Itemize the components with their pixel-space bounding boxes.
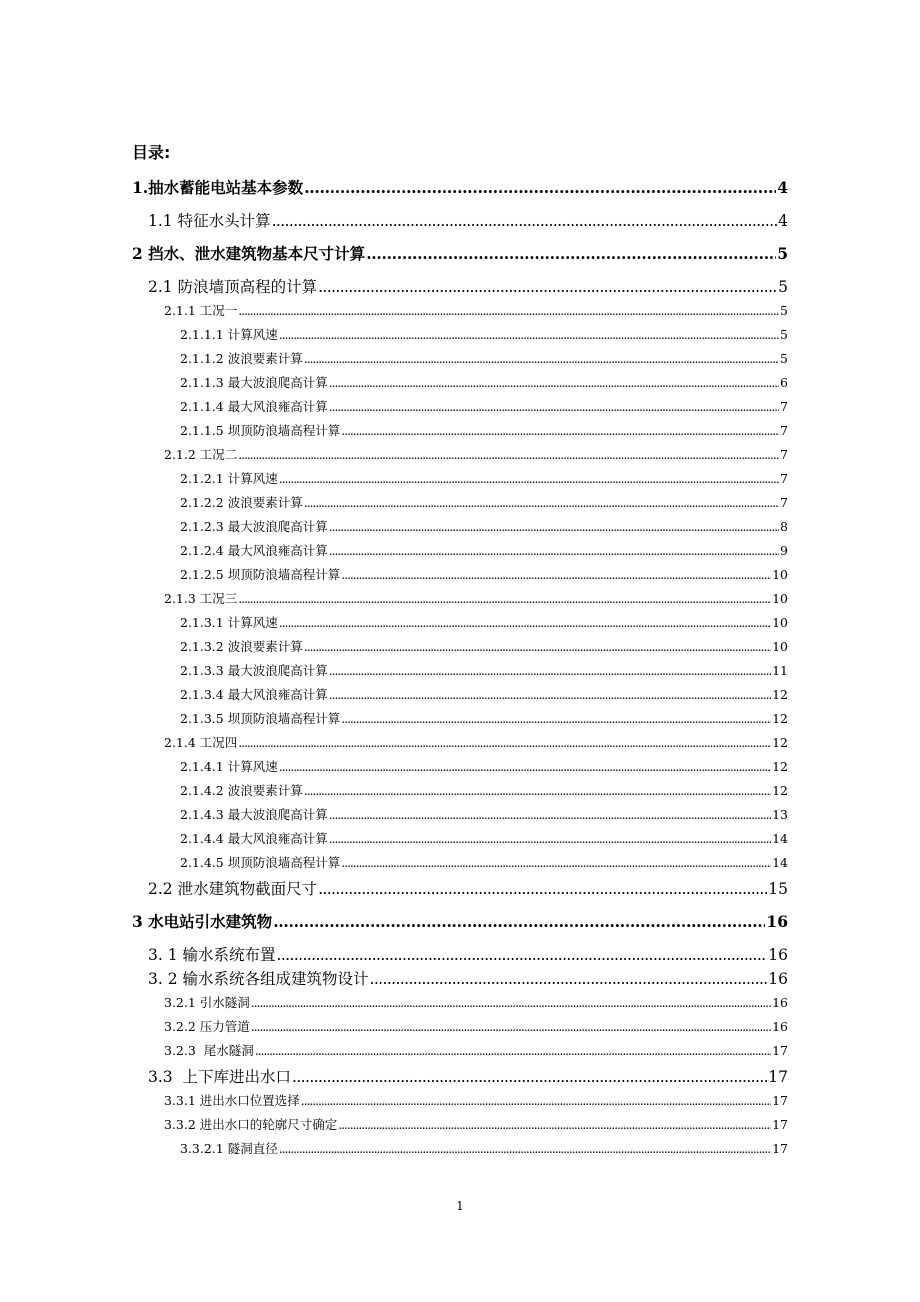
toc-entry-3-2-2[interactable] <box>164 1018 788 1036</box>
dot-leader <box>329 398 779 416</box>
toc-entry-page: 16 <box>772 995 788 1010</box>
toc-entry-label: 2.1.2.4 最大风浪雍高计算 <box>180 543 328 558</box>
toc-entry-2-1-1-5[interactable] <box>180 422 788 440</box>
toc-entry-2-1-1-3[interactable] <box>180 374 788 392</box>
toc-entry-label: 1.抽水蓄能电站基本参数 <box>132 178 304 197</box>
toc-entry-page: 16 <box>768 970 788 988</box>
toc-entry-page: 17 <box>772 1043 788 1058</box>
toc-entry-label: 2.1.3 工况三 <box>164 591 238 606</box>
toc-entry-2-1-2-2[interactable] <box>180 494 788 512</box>
toc-entry-2-1-1[interactable] <box>164 302 788 320</box>
page-number: 1 <box>456 1199 464 1213</box>
toc-entry-page: 16 <box>768 946 788 964</box>
toc-entry-3-3-2-1[interactable] <box>180 1140 788 1158</box>
dot-leader <box>304 177 776 199</box>
toc-entry-label: 2.1.4.1 计算风速 <box>180 759 278 774</box>
toc-entry-label: 2.1.3.3 最大波浪爬高计算 <box>180 663 328 678</box>
dot-leader <box>329 542 779 560</box>
toc-entry-2-1-1-4[interactable] <box>180 398 788 416</box>
toc-entry-page: 8 <box>780 519 788 534</box>
toc-entry-page: 7 <box>780 399 788 414</box>
toc-entry-1[interactable] <box>132 177 788 199</box>
toc-entry-2-1-4-4[interactable] <box>180 830 788 848</box>
dot-leader <box>238 446 779 464</box>
toc-entry-2-1-4[interactable] <box>164 734 788 752</box>
toc-entry-label: 2.1.4 工况四 <box>164 735 238 750</box>
toc-entry-page: 17 <box>768 1068 788 1086</box>
toc-entry-page: 12 <box>772 759 788 774</box>
dot-leader <box>304 782 771 800</box>
toc-entry-label: 2.1.4.2 波浪要素计算 <box>180 783 303 798</box>
toc-entry-label: 2.1.1.1 计算风速 <box>180 327 278 342</box>
toc-entry-3-2[interactable] <box>148 968 788 990</box>
dot-leader <box>251 994 771 1012</box>
dot-leader <box>341 566 771 584</box>
dot-leader <box>279 470 779 488</box>
toc-entry-label: 2.1.4.4 最大风浪雍高计算 <box>180 831 328 846</box>
dot-leader <box>329 830 771 848</box>
dot-leader <box>304 350 779 368</box>
toc-entry-label: 2.1.2.5 坝顶防浪墙高程计算 <box>180 567 341 582</box>
toc-entry-page: 11 <box>772 663 788 678</box>
dot-leader <box>301 1092 771 1110</box>
dot-leader <box>370 968 768 990</box>
dot-leader <box>318 878 767 900</box>
toc-entry-label: 2.1.2.2 波浪要素计算 <box>180 495 303 510</box>
dot-leader <box>329 518 779 536</box>
toc-entry-page: 13 <box>772 807 788 822</box>
dot-leader <box>238 590 771 608</box>
toc-entry-page: 16 <box>772 1019 788 1034</box>
toc-entry-2-1-4-5[interactable] <box>180 854 788 872</box>
toc-entry-label: 2.1.1.5 坝顶防浪墙高程计算 <box>180 423 341 438</box>
toc-entry-2-1-4-3[interactable] <box>180 806 788 824</box>
toc-entry-page: 4 <box>778 212 788 230</box>
toc-title: 目录: <box>132 143 171 162</box>
toc-entry-label: 3. 1 输水系统布置 <box>148 946 276 964</box>
toc-entry-2-1-1-1[interactable] <box>180 326 788 344</box>
toc-entry-page: 10 <box>772 639 788 654</box>
toc-entry-page: 12 <box>772 687 788 702</box>
toc-entry-2-1-3-1[interactable] <box>180 614 788 632</box>
dot-leader <box>251 1018 771 1036</box>
dot-leader <box>329 374 779 392</box>
toc-entry-page: 10 <box>772 591 788 606</box>
toc-entry-label: 2.2 泄水建筑物截面尺寸 <box>148 880 318 898</box>
toc-entry-2-1-3-5[interactable] <box>180 710 788 728</box>
toc-entry-label: 2.1.2 工况二 <box>164 447 238 462</box>
dot-leader <box>341 422 779 440</box>
toc-entry-page: 12 <box>772 735 788 750</box>
dot-leader <box>304 638 771 656</box>
toc-entry-page: 12 <box>772 783 788 798</box>
dot-leader <box>272 210 778 232</box>
toc-entry-label: 2.1.1.2 波浪要素计算 <box>180 351 303 366</box>
toc-entry-page: 5 <box>780 327 788 342</box>
toc-entry-page: 7 <box>780 447 788 462</box>
toc-entry-3-2-1[interactable] <box>164 994 788 1012</box>
dot-leader <box>292 1066 767 1088</box>
toc-entry-2-1-2-3[interactable] <box>180 518 788 536</box>
toc-entry-2-1-4-1[interactable] <box>180 758 788 776</box>
toc-entry-label: 2.1.4.5 坝顶防浪墙高程计算 <box>180 855 341 870</box>
toc-entry-2-1-3-4[interactable] <box>180 686 788 704</box>
toc-entry-3-3-1[interactable] <box>164 1092 788 1110</box>
toc-entry-3-3[interactable] <box>148 1066 788 1088</box>
toc-entry-page: 5 <box>778 278 788 296</box>
toc-entry-2-1-3-2[interactable] <box>180 638 788 656</box>
toc-entry-label: 1.1 特征水头计算 <box>148 212 271 230</box>
toc-entry-2-1-3-3[interactable] <box>180 662 788 680</box>
toc-entry-label: 2.1.3.4 最大风浪雍高计算 <box>180 687 328 702</box>
toc-entry-2-1-2-5[interactable] <box>180 566 788 584</box>
toc-entry-label: 3.2.3 尾水隧洞 <box>164 1043 254 1058</box>
dot-leader <box>255 1042 771 1060</box>
toc-entry-page: 6 <box>780 375 788 390</box>
toc-entry-page: 15 <box>768 880 788 898</box>
dot-leader <box>238 734 771 752</box>
dot-leader <box>329 806 771 824</box>
toc-entry-page: 17 <box>772 1117 788 1132</box>
toc-entry-2-1-2-1[interactable] <box>180 470 788 488</box>
dot-leader <box>279 614 771 632</box>
toc-entry-2-2[interactable] <box>148 878 788 900</box>
toc-entry-page: 17 <box>772 1093 788 1108</box>
toc-entry-page: 14 <box>772 831 788 846</box>
dot-leader <box>279 758 771 776</box>
toc-entry-label: 2.1.1.4 最大风浪雍高计算 <box>180 399 328 414</box>
toc-entry-label: 2.1.3.5 坝顶防浪墙高程计算 <box>180 711 341 726</box>
toc-entry-page: 5 <box>780 351 788 366</box>
toc-entry-label: 2.1.1 工况一 <box>164 303 238 318</box>
toc-entry-label: 2.1.3.2 波浪要素计算 <box>180 639 303 654</box>
toc-entry-2-1-1-2[interactable] <box>180 350 788 368</box>
toc-entry-label: 3.3.2 进出水口的轮廓尺寸确定 <box>164 1117 338 1132</box>
dot-leader <box>366 243 776 265</box>
toc-entry-2-1-2-4[interactable] <box>180 542 788 560</box>
toc-entry-label: 2.1.2.1 计算风速 <box>180 471 278 486</box>
toc-entry-page: 16 <box>766 912 788 931</box>
toc-entry-label: 2.1.4.3 最大波浪爬高计算 <box>180 807 328 822</box>
dot-leader <box>304 494 779 512</box>
dot-leader <box>338 1116 771 1134</box>
dot-leader <box>273 911 765 933</box>
toc-entry-page: 10 <box>772 567 788 582</box>
toc-entry-page: 7 <box>780 495 788 510</box>
dot-leader <box>341 710 771 728</box>
toc-entry-label: 2.1.1.3 最大波浪爬高计算 <box>180 375 328 390</box>
toc-entry-label: 3.2.2 压力管道 <box>164 1019 250 1034</box>
toc-entry-3[interactable] <box>132 911 788 933</box>
dot-leader <box>238 302 779 320</box>
dot-leader <box>318 276 777 298</box>
toc-entry-label: 2 挡水、泄水建筑物基本尺寸计算 <box>132 244 366 263</box>
dot-leader <box>329 686 771 704</box>
toc-entry-3-1[interactable] <box>148 944 788 966</box>
toc-entry-label: 2.1.3.1 计算风速 <box>180 615 278 630</box>
dot-leader <box>279 1140 771 1158</box>
toc-entry-label: 3.2.1 引水隧洞 <box>164 995 250 1010</box>
toc-entry-page: 7 <box>780 471 788 486</box>
toc-entry-2-1-2[interactable] <box>164 446 788 464</box>
toc-entry-page: 12 <box>772 711 788 726</box>
toc-entry-page: 10 <box>772 615 788 630</box>
toc-entry-label: 3. 2 输水系统各组成建筑物设计 <box>148 970 369 988</box>
toc-entry-page: 4 <box>777 178 788 197</box>
toc-entry-page: 5 <box>780 303 788 318</box>
toc-entry-page: 17 <box>772 1141 788 1156</box>
toc-entry-label: 2.1.2.3 最大波浪爬高计算 <box>180 519 328 534</box>
toc-entry-label: 3 水电站引水建筑物 <box>132 912 273 931</box>
toc-entry-2-1[interactable] <box>148 276 788 298</box>
toc-entry-page: 14 <box>772 855 788 870</box>
toc-entry-1-1[interactable] <box>148 210 788 232</box>
toc-entry-page: 7 <box>780 423 788 438</box>
toc-entry-2-1-3[interactable] <box>164 590 788 608</box>
toc-entry-page: 9 <box>780 543 788 558</box>
toc-entry-label: 3.3.2.1 隧洞直径 <box>180 1141 278 1156</box>
toc-entry-3-2-3[interactable] <box>164 1042 788 1060</box>
toc-entry-page: 5 <box>777 244 788 263</box>
toc-entry-label: 3.3 上下库进出水口 <box>148 1068 292 1086</box>
toc-entry-label: 3.3.1 进出水口位置选择 <box>164 1093 300 1108</box>
dot-leader <box>329 662 771 680</box>
dot-leader <box>277 944 768 966</box>
toc-entry-3-3-2[interactable] <box>164 1116 788 1134</box>
dot-leader <box>341 854 771 872</box>
toc-entry-2-1-4-2[interactable] <box>180 782 788 800</box>
toc-entry-2[interactable] <box>132 243 788 265</box>
dot-leader <box>279 326 779 344</box>
toc-entry-label: 2.1 防浪墙顶高程的计算 <box>148 278 318 296</box>
